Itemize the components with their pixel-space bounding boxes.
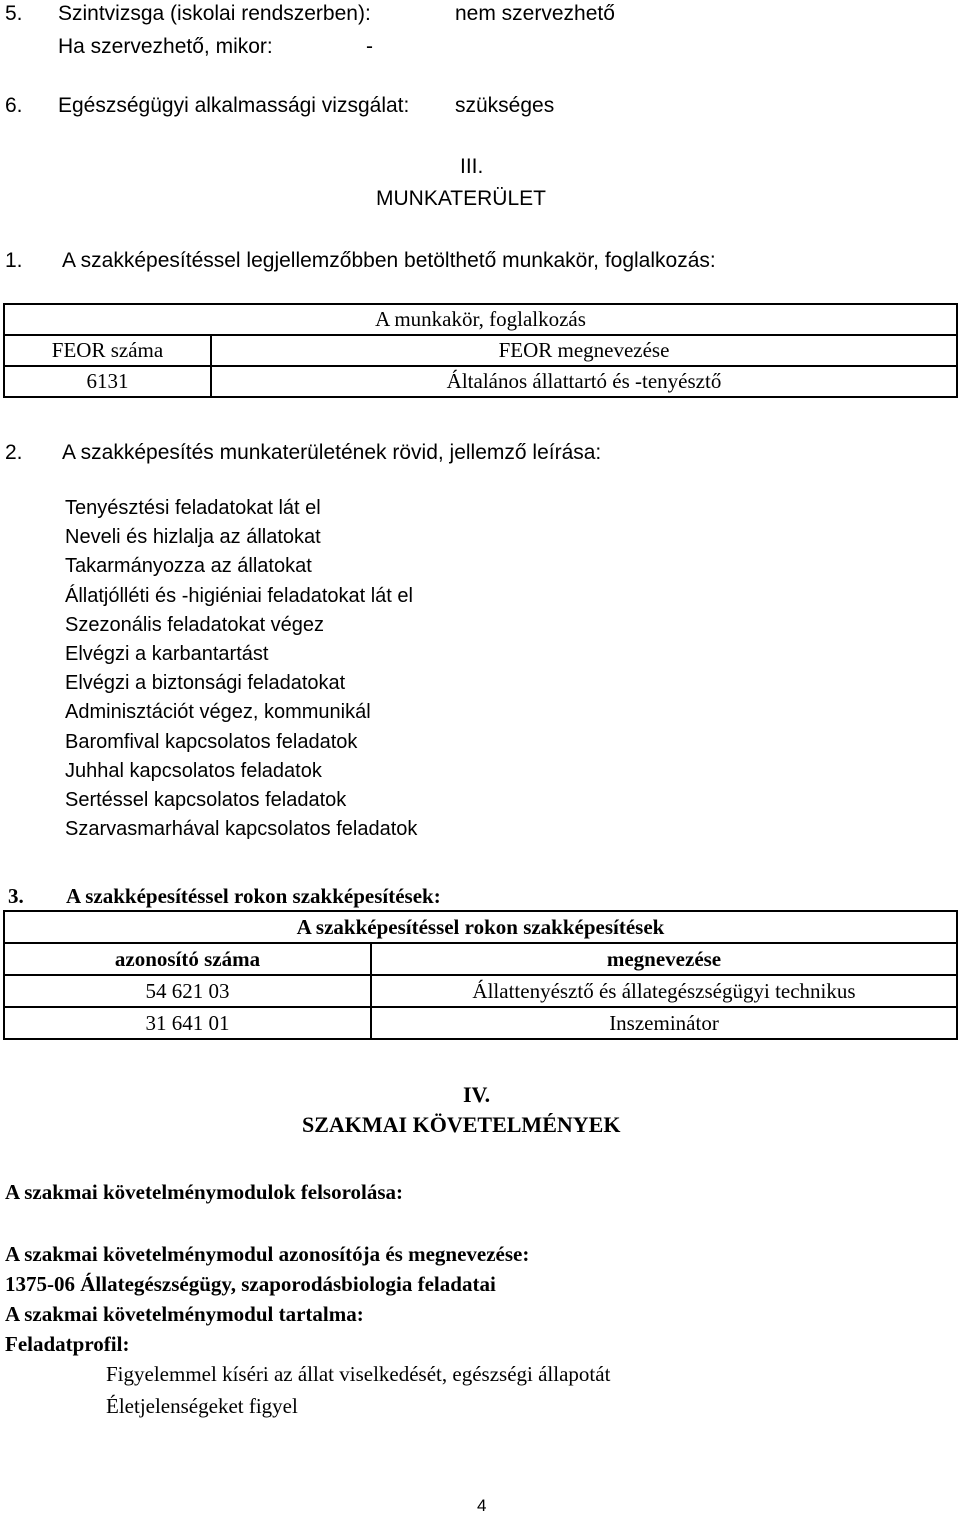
related-table-caption: A szakképesítéssel rokon szakképesítések (4, 911, 957, 943)
task-profile-heading: Feladatprofil: (5, 1332, 130, 1356)
occupation-table (3, 303, 958, 398)
item5-number: 5. (5, 2, 23, 25)
s3-item1-number: 1. (5, 249, 23, 272)
module-name: 1375-06 Állategészségügy, szaporodásbiologia feladatai (5, 1272, 496, 1296)
related-table-header-id: azonosító száma (4, 943, 371, 975)
related-name-cell: Állattenyésztő és állategészségügyi technikus (371, 975, 957, 1007)
item5-sub-label: Ha szervezhető, mikor: (58, 35, 273, 58)
related-id-cell: 54 621 03 (4, 975, 371, 1007)
table-row (4, 1007, 957, 1039)
list-item: Sertéssel kapcsolatos feladatok (65, 788, 347, 811)
s3-item3-number: 3. (8, 884, 24, 908)
s3-item2-number: 2. (5, 441, 23, 464)
section4-title: SZAKMAI KÖVETELMÉNYEK (302, 1112, 621, 1137)
occupation-table-header-feor-number: FEOR száma (4, 335, 211, 366)
section3-title: MUNKATERÜLET (376, 187, 546, 210)
related-qualifications-table (3, 910, 958, 1040)
item5-sub-value: - (366, 35, 373, 58)
duties-list (65, 494, 417, 844)
item6-value: szükséges (455, 94, 555, 117)
table-row (4, 366, 957, 397)
list-item: Neveli és hizlalja az állatokat (65, 526, 321, 549)
section4-roman: IV. (463, 1082, 491, 1107)
item6-label: Egészségügyi alkalmassági vizsgálat: (58, 94, 410, 117)
item5-value: nem szervezhető (455, 2, 615, 25)
list-item: Szarvasmarhával kapcsolatos feladatok (65, 818, 418, 841)
related-table-header-name: megnevezése (371, 943, 957, 975)
page-number: 4 (477, 1496, 487, 1515)
task-profile-item: Életjelenségeket figyel (106, 1394, 298, 1418)
s3-item3-text: A szakképesítéssel rokon szakképesítések: (66, 884, 441, 908)
list-item: Szezonális feladatokat végez (65, 613, 325, 636)
list-item: Baromfival kapcsolatos feladatok (65, 730, 358, 753)
list-item: Takarmányozza az állatokat (65, 555, 312, 578)
related-name-cell: Inszeminátor (371, 1007, 957, 1039)
list-item: Elvégzi a karbantartást (65, 642, 269, 665)
table-row (4, 975, 957, 1007)
list-item: Elvégzi a biztonsági feladatokat (65, 672, 346, 695)
section3-roman: III. (460, 155, 484, 178)
list-item: Tenyésztési feladatokat lát el (65, 497, 321, 519)
related-id-cell: 31 641 01 (4, 1007, 371, 1039)
list-item: Állatjólléti és -higiéniai feladatokat lát el (65, 584, 413, 607)
module-id-heading: A szakmai követelménymodul azonosítója és megnevezése: (5, 1242, 530, 1266)
task-profile-item: Figyelemmel kíséri az állat viselkedését, egészségi állapotát (106, 1362, 611, 1386)
feor-number-cell: 6131 (4, 366, 211, 397)
item5-label: Szintvizsga (iskolai rendszerben): (58, 2, 371, 25)
s3-item2-text: A szakképesítés munkaterületének rövid, jellemző leírása: (62, 441, 602, 464)
s3-item1-text: A szakképesítéssel legjellemzőbben betölthető munkakör, foglalkozás: (62, 249, 716, 272)
list-item: Adminisztációt végez, kommunikál (65, 701, 371, 724)
module-content-heading: A szakmai követelménymodul tartalma: (5, 1302, 364, 1326)
item6-number: 6. (5, 94, 23, 117)
occupation-table-caption: A munkakör, foglalkozás (4, 304, 957, 335)
feor-name-cell: Általános állattartó és -tenyésztő (211, 366, 957, 397)
occupation-table-header-feor-name: FEOR megnevezése (211, 335, 957, 366)
list-item: Juhhal kapcsolatos feladatok (65, 759, 322, 782)
modules-list-heading: A szakmai követelménymodulok felsorolása: (5, 1180, 404, 1204)
